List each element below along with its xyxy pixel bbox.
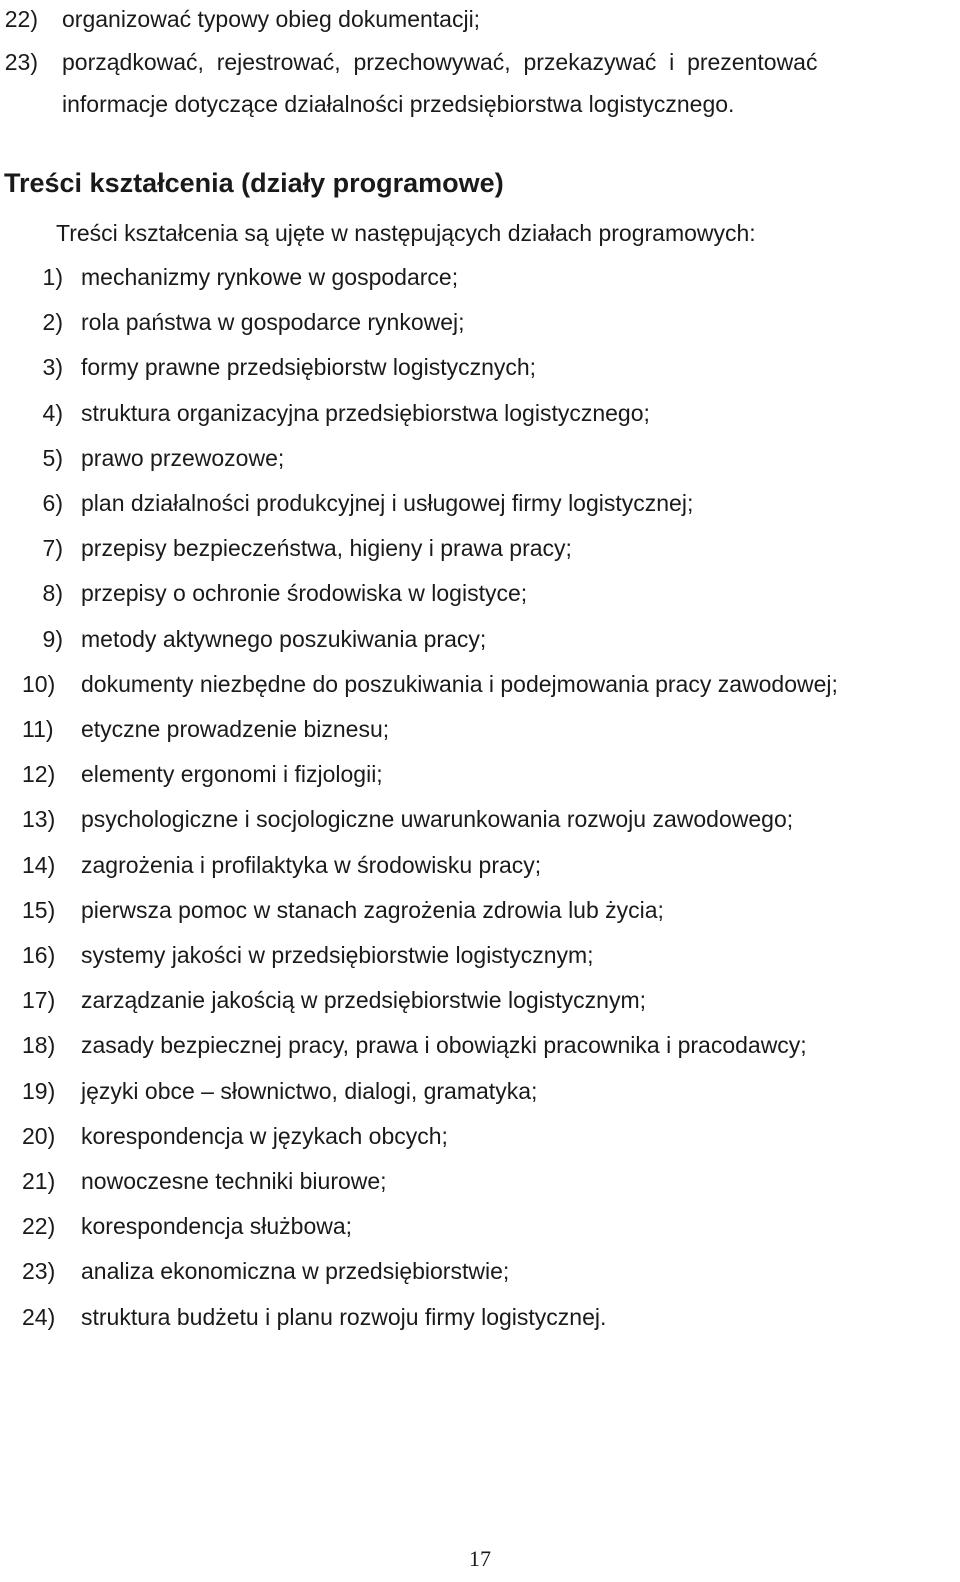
list-item-text: plan działalności produkcyjnej i usługowej firmy logistycznej; — [81, 490, 694, 516]
list-item-number: 18) — [22, 1032, 56, 1058]
list-item-continuation: informacje dotyczące działalności przedsiębiorstwa logistycznego. — [62, 91, 735, 117]
list-item-text: struktura budżetu i planu rozwoju firmy logistycznej. — [81, 1304, 607, 1330]
page-number: 17 — [469, 1546, 491, 1571]
list-item-text: etyczne prowadzenie biznesu; — [81, 716, 390, 742]
list-item-text: systemy jakości w przedsiębiorstwie logistycznym; — [81, 942, 594, 968]
list-item-text: mechanizmy rynkowe w gospodarce; — [81, 264, 459, 290]
list-item-number: 11) — [22, 716, 54, 742]
list-item-text: zagrożenia i profilaktyka w środowisku pracy; — [81, 852, 542, 878]
list-item-number: 23) — [4, 49, 38, 75]
list-item-number: 7) — [42, 535, 63, 561]
list-item-number: 13) — [22, 806, 56, 832]
section-heading: Treści kształcenia (działy programowe) — [4, 168, 504, 198]
list-item-number: 22) — [4, 6, 38, 32]
list-item-text: przepisy o ochronie środowiska w logistyce; — [81, 580, 528, 606]
list-item-number: 8) — [42, 580, 63, 606]
list-item-number: 3) — [42, 354, 63, 380]
list-item-number: 15) — [22, 897, 56, 923]
list-item-number: 14) — [22, 852, 56, 878]
list-item-number: 2) — [42, 309, 63, 335]
list-item-text: prawo przewozowe; — [81, 445, 285, 471]
section-intro: Treści kształcenia są ujęte w następujących działach programowych: — [56, 220, 756, 246]
list-item-text: rola państwa w gospodarce rynkowej; — [81, 309, 465, 335]
list-item-text: formy prawne przedsiębiorstw logistycznych; — [81, 354, 537, 380]
list-item-number: 21) — [22, 1168, 56, 1194]
list-item-text: porządkować, rejestrować, przechowywać, przekazywać i prezentować — [62, 49, 818, 75]
list-item-text: języki obce – słownictwo, dialogi, gramatyka; — [81, 1078, 538, 1104]
list-item-text: struktura organizacyjna przedsiębiorstwa logistycznego; — [81, 400, 650, 426]
list-item-number: 4) — [42, 400, 63, 426]
list-item-number: 5) — [42, 445, 63, 471]
list-item-number: 16) — [22, 942, 56, 968]
list-item-text: korespondencja w językach obcych; — [81, 1123, 448, 1149]
list-item-text: analiza ekonomiczna w przedsiębiorstwie; — [81, 1258, 510, 1284]
list-item-number: 10) — [22, 671, 56, 697]
list-item-text: przepisy bezpieczeństwa, higieny i prawa pracy; — [81, 535, 572, 561]
list-item-text: nowoczesne techniki biurowe; — [81, 1168, 387, 1194]
list-item-text: psychologiczne i socjologiczne uwarunkowania rozwoju zawodowego; — [81, 806, 794, 832]
list-item-number: 20) — [22, 1123, 56, 1149]
list-item-number: 17) — [22, 987, 56, 1013]
list-item-text: dokumenty niezbędne do poszukiwania i podejmowania pracy zawodowej; — [81, 671, 838, 697]
list-item-text: pierwsza pomoc w stanach zagrożenia zdrowia lub życia; — [81, 897, 664, 923]
list-item-text: zarządzanie jakością w przedsiębiorstwie logistycznym; — [81, 987, 647, 1013]
list-item-text: metody aktywnego poszukiwania pracy; — [81, 626, 487, 652]
list-item-text: elementy ergonomi i fizjologii; — [81, 761, 383, 787]
list-item-number: 6) — [42, 490, 63, 516]
list-item-number: 12) — [22, 761, 56, 787]
list-item-number: 24) — [22, 1304, 56, 1330]
list-item-text: korespondencja służbowa; — [81, 1213, 353, 1239]
list-item-number: 23) — [22, 1258, 56, 1284]
list-item-number: 9) — [42, 626, 63, 652]
list-item-number: 19) — [22, 1078, 56, 1104]
list-item-number: 22) — [22, 1213, 56, 1239]
list-item-number: 1) — [42, 264, 63, 290]
list-item-text: organizować typowy obieg dokumentacji; — [62, 6, 481, 32]
list-item-text: zasady bezpiecznej pracy, prawa i obowiązki pracownika i pracodawcy; — [81, 1032, 807, 1058]
